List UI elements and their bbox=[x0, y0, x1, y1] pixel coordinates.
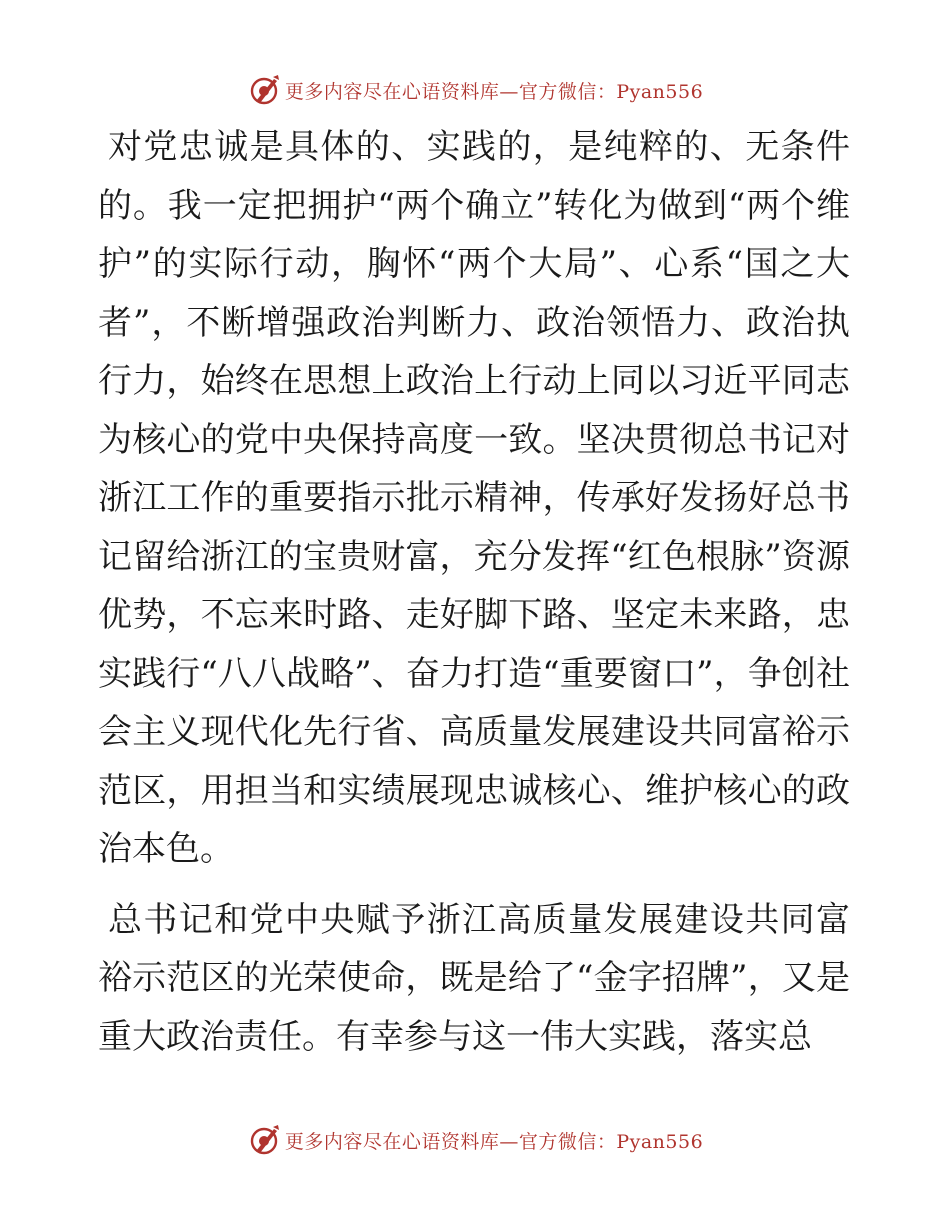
footer-banner-text: 更多内容尽在心语资料库—官方微信：Pyan556 bbox=[284, 1130, 704, 1153]
paragraph-2: 总书记和党中央赋予浙江高质量发展建设共同富裕示范区的光荣使命，既是给了“金字招牌”，又是重大政治责任。有幸参与这一伟大实践，落实总 bbox=[98, 899, 850, 1057]
header-banner bbox=[0, 70, 950, 110]
footer-banner bbox=[0, 1120, 950, 1160]
header-banner-text: 更多内容尽在心语资料库—官方微信：Pyan556 bbox=[284, 80, 704, 103]
document-body bbox=[98, 118, 850, 1066]
brush-logo-icon bbox=[247, 1123, 281, 1157]
brush-logo-icon bbox=[247, 73, 281, 107]
paragraph-1: 对党忠诚是具体的、实践的，是纯粹的、无条件的。我一定把拥护“两个确立”转化为做到“两个维护”的实际行动，胸怀“两个大局”、心系“国之大者”，不断增强政治判断力、政治领悟力、政治执行力，始终在思想上政治上行动上同以习近平同志为核心的党中央保持高度一致。坚决贯彻总书记对浙江工作的重要指示批示精神，传承好发扬好总书记留给浙江的宝贵财富，充分发挥“红色根脉”资源优势，不忘来时路、走好脚下路、坚定未来路，忠实践行“八八战略”、奋力打造“重要窗口”，争创社会主义现代化先行省、高质量发展建设共同富裕示范区，用担当和实绩展现忠诚核心、维护核心的政治本色。 bbox=[98, 127, 850, 869]
